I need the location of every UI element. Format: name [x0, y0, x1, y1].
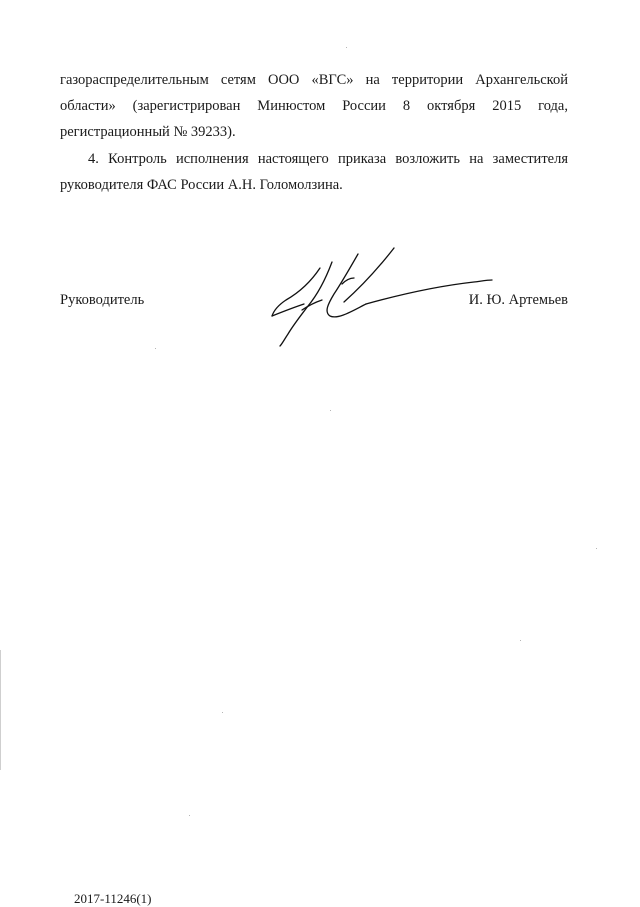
- paragraph-line: руководителя ФАС России А.Н. Голомолзина.: [60, 177, 343, 193]
- signer-name: И. Ю. Артемьев: [468, 292, 568, 308]
- paragraph-line: области» (зарегистрирован Минюстом России 8 октября 2015 года,: [60, 98, 568, 114]
- scan-speck: [189, 815, 190, 816]
- signer-title: Руководитель: [60, 292, 145, 308]
- scan-speck: [520, 640, 521, 641]
- paragraph-line: газораспределительным сетям ООО «ВГС» на территории Архангельской: [60, 72, 568, 88]
- paragraph-gas-distribution: [60, 67, 568, 145]
- scan-speck: [155, 348, 156, 349]
- scan-speck: [222, 712, 223, 713]
- scan-speck: [596, 548, 597, 549]
- scan-edge: [0, 650, 1, 770]
- scan-speck: [346, 47, 347, 48]
- document-number: 2017-11246(1): [74, 891, 152, 906]
- scan-speck: [330, 410, 331, 411]
- handwritten-signature: [262, 244, 494, 348]
- paragraph-line: 4. Контроль исполнения настоящего приказа возложить на заместителя: [88, 151, 568, 167]
- paragraph-line: регистрационный № 39233).: [60, 124, 236, 140]
- paragraph-control-clause: [60, 146, 568, 198]
